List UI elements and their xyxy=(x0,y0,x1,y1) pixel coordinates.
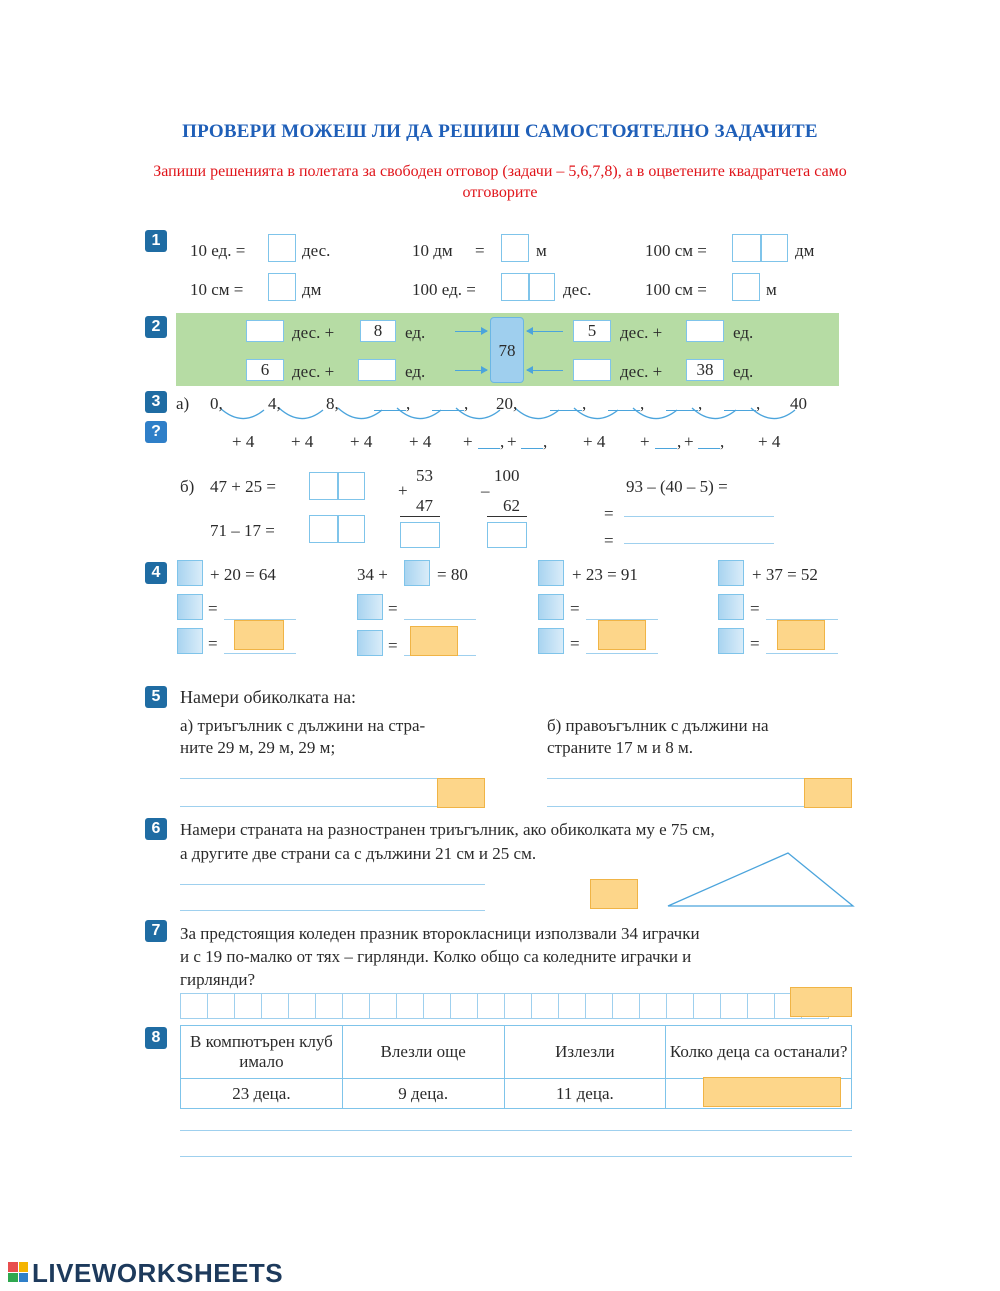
t4-expr: 34 + xyxy=(357,565,388,584)
answer-box[interactable] xyxy=(790,987,852,1017)
eq-sign: = xyxy=(750,599,760,618)
t4-input[interactable] xyxy=(538,594,564,620)
triangle-icon xyxy=(660,850,860,912)
answer-line[interactable] xyxy=(624,516,774,517)
t8-header: Колко деца са останали? xyxy=(666,1026,852,1079)
t2-value: 5 xyxy=(573,320,611,342)
t7-line3: гирлянди? xyxy=(180,970,256,989)
step-blank[interactable] xyxy=(521,448,543,449)
arrow-right-icon xyxy=(455,331,487,332)
answer-box[interactable] xyxy=(437,778,485,808)
t2-center-value: 78 xyxy=(490,317,524,383)
t1-input-3[interactable] xyxy=(732,234,788,262)
seq-item: 4, xyxy=(268,394,281,413)
eq-sign: = xyxy=(570,634,580,653)
eq-sign: = xyxy=(388,599,398,618)
t1-label: м xyxy=(536,241,547,260)
seq-blank[interactable] xyxy=(608,410,640,411)
arrow-right-icon xyxy=(455,370,487,371)
eq-sign: = xyxy=(208,634,218,653)
step-label: + 4 xyxy=(291,432,314,451)
t4-expr: = 80 xyxy=(437,565,468,584)
t1-label: дм xyxy=(302,280,322,299)
t4-input[interactable] xyxy=(177,628,203,654)
t1-label: 10 см = xyxy=(190,280,244,299)
t6-line1: Намери страната на разностранен триъгълник, ако обиколката му е 75 см, xyxy=(180,820,715,839)
eq-sign: = xyxy=(208,599,218,618)
col1-sign: + xyxy=(398,481,408,500)
step-blank[interactable] xyxy=(478,448,500,449)
task-number-5: 5 xyxy=(145,686,167,708)
t8-cell: 23 деца. xyxy=(181,1079,343,1109)
t2-input-3[interactable] xyxy=(358,359,396,381)
step-label: , xyxy=(677,432,682,451)
t4-input[interactable] xyxy=(177,560,203,586)
answer-line[interactable] xyxy=(224,653,296,654)
t4-expr: + 23 = 91 xyxy=(572,565,638,584)
step-label: + xyxy=(463,432,473,451)
col2-sign: – xyxy=(481,481,490,500)
step-label: + xyxy=(684,432,694,451)
seq-item: 40 xyxy=(790,394,807,413)
step-label: + 4 xyxy=(758,432,781,451)
answer-line[interactable] xyxy=(180,1156,852,1157)
t4-input[interactable] xyxy=(718,628,744,654)
logo-text: LIVEWORKSHEETS xyxy=(32,1258,284,1288)
t2-label: дес. + xyxy=(620,362,663,381)
arrow-left-icon xyxy=(527,331,563,332)
t1-input-1[interactable] xyxy=(268,234,296,262)
seq-blank[interactable] xyxy=(724,410,756,411)
task-number-8: 8 xyxy=(145,1027,167,1049)
task-number-2: 2 xyxy=(145,316,167,338)
t8-cell: 9 деца. xyxy=(342,1079,504,1109)
col1-answer[interactable] xyxy=(400,522,440,548)
t2-label: ед. xyxy=(733,362,754,381)
col2-answer[interactable] xyxy=(487,522,527,548)
answer-box[interactable] xyxy=(598,620,646,650)
col1-bottom: 47 xyxy=(416,496,433,515)
t1-label: дес. xyxy=(302,241,331,260)
t5-b-line1: б) правоъгълник с дължини на xyxy=(547,716,769,735)
task-number-3: 3 xyxy=(145,391,167,413)
t2-input-2[interactable] xyxy=(686,320,724,342)
t8-header: Влезли още xyxy=(342,1026,504,1079)
seq-item: , xyxy=(406,394,411,413)
step-label: + 4 xyxy=(409,432,432,451)
t2-label: ед. xyxy=(405,362,426,381)
t4-expr: + 20 = 64 xyxy=(210,565,276,584)
answer-box[interactable] xyxy=(804,778,852,808)
t8-header: Излезли xyxy=(504,1026,666,1079)
t1-label: 100 ед. = xyxy=(412,280,476,299)
answer-box[interactable] xyxy=(777,620,825,650)
seq-item: , xyxy=(756,394,761,413)
t3-expr-1: 47 + 25 = xyxy=(210,477,276,496)
t2-input-4[interactable] xyxy=(573,359,611,381)
t1-input-2[interactable] xyxy=(501,234,529,262)
t4-input[interactable] xyxy=(718,594,744,620)
seq-item: 8, xyxy=(326,394,339,413)
t1-label: м xyxy=(766,280,777,299)
step-label: , xyxy=(543,432,548,451)
t2-value: 8 xyxy=(360,320,396,342)
t8-header: В компютърен клуб имало xyxy=(181,1026,343,1079)
col1-top: 53 xyxy=(416,466,433,485)
t7-grid[interactable] xyxy=(180,993,828,1019)
t4-input[interactable] xyxy=(177,594,203,620)
step-label: + xyxy=(507,432,517,451)
t4-input[interactable] xyxy=(718,560,744,586)
t2-label: дес. + xyxy=(292,323,335,342)
t2-label: дес. + xyxy=(292,362,335,381)
step-label: , xyxy=(500,432,505,451)
task-number-7: 7 xyxy=(145,920,167,942)
t1-label: 100 см = xyxy=(645,280,707,299)
answer-line[interactable] xyxy=(180,910,485,911)
t1-input-6[interactable] xyxy=(732,273,760,301)
seq-item: , xyxy=(698,394,703,413)
t2-label: ед. xyxy=(733,323,754,342)
t2-label: дес. + xyxy=(620,323,663,342)
eq-sign: = xyxy=(604,531,614,550)
t1-label: дес. xyxy=(563,280,592,299)
answer-box[interactable] xyxy=(234,620,284,650)
answer-line[interactable] xyxy=(180,1130,852,1131)
step-label: + 4 xyxy=(350,432,373,451)
task-number-4: 4 xyxy=(145,562,167,584)
answer-line[interactable] xyxy=(180,884,485,885)
t5-heading: Намери обиколката на: xyxy=(180,687,357,707)
arrow-left-icon xyxy=(527,370,563,371)
task-number-6: 6 xyxy=(145,818,167,840)
seq-item: , xyxy=(464,394,469,413)
page-title: ПРОВЕРИ МОЖЕШ ЛИ ДА РЕШИШ САМОСТОЯТЕЛНО ЗАДАЧИТЕ xyxy=(182,121,818,142)
t2-value: 6 xyxy=(246,359,284,381)
seq-blank[interactable] xyxy=(666,410,698,411)
t1-label: = xyxy=(475,241,485,260)
t2-label: ед. xyxy=(405,323,426,342)
t7-line2: и с 19 по-малко от тях – гирлянди. Колко общо са коледните играчки и xyxy=(180,947,692,966)
t3-label-a: а) xyxy=(176,394,190,413)
seq-blank[interactable] xyxy=(550,410,582,411)
answer-line[interactable] xyxy=(766,653,838,654)
t2-input-1[interactable] xyxy=(246,320,284,342)
step-label: + 4 xyxy=(583,432,606,451)
t3-input-1[interactable] xyxy=(309,472,365,500)
seq-item: , xyxy=(640,394,645,413)
answer-box[interactable] xyxy=(590,879,638,909)
col2-bottom: 62 xyxy=(503,496,520,515)
answer-line[interactable] xyxy=(404,619,476,620)
t3-expr-2: 71 – 17 = xyxy=(210,521,275,540)
answer-box[interactable] xyxy=(410,626,458,656)
t1-input-4[interactable] xyxy=(268,273,296,301)
t1-label: 100 см = xyxy=(645,241,707,260)
t1-input-5[interactable] xyxy=(501,273,555,301)
col2-line xyxy=(487,516,527,517)
step-label: + 4 xyxy=(232,432,255,451)
help-icon[interactable]: ? xyxy=(145,421,167,443)
col1-line xyxy=(400,516,440,517)
t5-a-line2: ните 29 м, 29 м, 29 м; xyxy=(180,738,336,757)
instruction-text: Запиши решенията в полетата за свободен отговор (задачи – 5,6,7,8), а в оцветените квадратчета само отговорите xyxy=(153,163,847,201)
t8-cell: 11 деца. xyxy=(504,1079,666,1109)
seq-item: 20, xyxy=(496,394,518,413)
eq-sign: = xyxy=(604,504,614,523)
answer-line[interactable] xyxy=(586,653,658,654)
logo-icon xyxy=(8,1262,28,1282)
t4-input[interactable] xyxy=(357,630,383,656)
t4-input[interactable] xyxy=(404,560,430,586)
answer-line[interactable] xyxy=(624,543,774,544)
t6-line2: а другите две страни са с дължини 21 см и 25 см. xyxy=(180,844,537,863)
t5-a-line1: а) триъгълник с дължини на стра- xyxy=(180,716,426,735)
step-label: + xyxy=(640,432,650,451)
t3-label-b: б) xyxy=(180,477,195,496)
t1-label: 10 ед. = xyxy=(190,241,246,260)
answer-box[interactable] xyxy=(703,1077,841,1107)
t3-input-2[interactable] xyxy=(309,515,365,543)
seq-item: 0, xyxy=(210,394,223,413)
t4-input[interactable] xyxy=(538,560,564,586)
t1-label: дм xyxy=(795,241,815,260)
eq-sign: = xyxy=(570,599,580,618)
t3-expr-3: 93 – (40 – 5) = xyxy=(626,477,728,496)
t4-expr: + 37 = 52 xyxy=(752,565,818,584)
col2-top: 100 xyxy=(494,466,520,485)
task-number-1: 1 xyxy=(145,230,167,252)
eq-sign: = xyxy=(388,636,398,655)
step-blank[interactable] xyxy=(655,448,677,449)
t7-line1: За предстоящия коледен празник второкласници използвали 34 играчки xyxy=(180,924,700,943)
seq-blank[interactable] xyxy=(374,410,406,411)
step-blank[interactable] xyxy=(698,448,720,449)
t4-input[interactable] xyxy=(538,628,564,654)
t4-input[interactable] xyxy=(357,594,383,620)
t1-label: 10 дм xyxy=(412,241,453,260)
eq-sign: = xyxy=(750,634,760,653)
t2-value: 38 xyxy=(686,359,724,381)
seq-item: , xyxy=(582,394,587,413)
t5-b-line2: страните 17 м и 8 м. xyxy=(547,738,694,757)
seq-blank[interactable] xyxy=(432,410,464,411)
step-label: , xyxy=(720,432,725,451)
